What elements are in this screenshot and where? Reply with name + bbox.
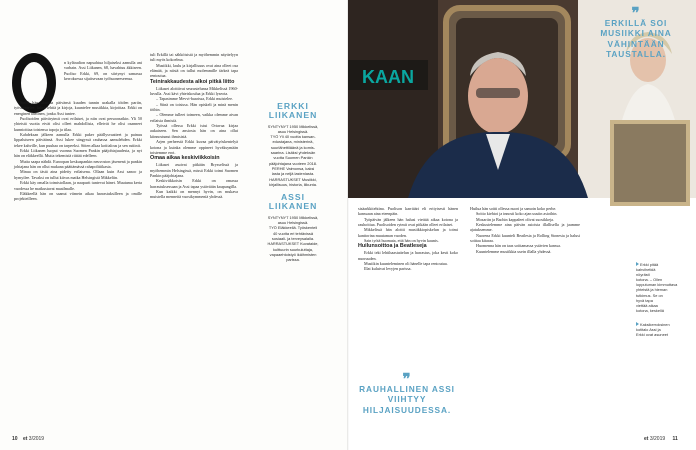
article-paragraph: tuli Erkillä tai sähköisistä ja myöhemmin näyttelyyn tuli myös kokoelma. xyxy=(150,52,238,63)
article-paragraph: Huomenna hän on taas soittamassa ystävien kanssa. xyxy=(476,243,561,249)
article-paragraph: Illat kuluivat levyjen parissa. xyxy=(364,266,412,272)
article-paragraph: Sain työtä huomata, että hän on hyvin kaunis. xyxy=(364,238,439,244)
article-paragraph: Kahdeksan jälkeen aamulla Erkki puker päällysvaatteet ja painuu lippaluiseen päiväänsä. Assi lukee sängyssä rauhassa aamulehden. Erkki tekee kahville, kun puuhaa on tarpeeksi. Sitten alkaa kotitalous ja sen rutiinit. xyxy=(14,132,142,148)
article-paragraph: – Tapasimme Mevvi-baarissa, Erkki muistelee. xyxy=(156,96,233,102)
magazine-brand: et xyxy=(22,436,28,442)
article-paragraph: Työssä ollessa Erkki istui Ortavaa kirjaa aukaiseen. Sen ansiosta hän on aina ollut kiinnostunut ihmisistä. xyxy=(150,123,238,139)
pull-quote-top xyxy=(580,6,692,60)
section-subheading: Teinirakkaudesta alkoi pitkä liitto xyxy=(150,78,235,85)
caption-line: nöyrästi xyxy=(636,272,650,278)
article-paragraph: Erkki käy omalla toimistollaan, ja naapurit tuntevat hänet. Muutama kerta vuodessa he matkustavat maailmalle. xyxy=(14,180,142,191)
pull-quote-line: TAUSTALLA. xyxy=(606,49,666,60)
left-column-1 xyxy=(64,60,142,81)
assi-name-line-1: ASSI xyxy=(280,192,306,203)
right-column-1 xyxy=(358,206,458,272)
article-paragraph: Musiikki, laulu ja kirjallisuus ovat aina olleet osa elämää, ja niistä on tullut molemmille tärkeä tapa rentoutua. xyxy=(150,62,238,79)
caption-line: hyvä tapa xyxy=(636,297,653,303)
pull-quote-line: MUSIIKKI AINA xyxy=(600,28,672,39)
fact-line: kirjallisuus, historia, liikunta. xyxy=(268,181,317,187)
article-paragraph: n kyläradion napsahtua hiljaiseksi aamulla ani varhain. Assi Liikanen, 68, havahtuu äkkiseen. Puoliso Erkki, 69, on siirtynyt samassa kerroksessa sijaitsevaan työhuoneeseensa. xyxy=(64,60,142,82)
fact-line: SYNTYNYT 1950 Mikkelissä, xyxy=(267,123,319,129)
issue-number: 3/2019 xyxy=(649,436,666,442)
article-paragraph: Liikaset aloittivat seurustelunsa Mikkelissä 1960-luvulla. Assi kävi yhteiskoulua ja Erkki lyseota. xyxy=(150,85,238,97)
section-subheading: Huilunsoittoa ja Beatleseja xyxy=(358,243,427,250)
assi-name-line-2: LIIKANEN xyxy=(268,201,318,212)
sign-letters: KAAN xyxy=(362,67,414,87)
article-paragraph: – Olemme tulleet toimeen, vaikka olemme aivan erilaisia ihmisiä. xyxy=(150,112,238,123)
erkki-facts xyxy=(244,124,342,188)
article-paragraph: Kuuntelemme musiikkia usein illalla yhdessä. xyxy=(476,248,552,254)
caption-line: viettää aikaa xyxy=(636,302,658,308)
article-paragraph: Puolisoiden päivärytmit ovat erilaiset, ja niin ovat persoonatkin. Yli 50 yhteistä vuotta eivät olisi olleet mahdollisia, elleivät he olisi osanneet kunnioittaa toistensa tapoja ja tilaa. xyxy=(14,116,142,132)
article-paragraph: Mutta saapa nähdä. Euroopan keskuspankin neuvoston jäsenenä ja pankin johtajana hän on ollut mukana päättämässä rahapolitiikasta. xyxy=(14,158,142,170)
fact-line: lasta ja neljä lastenlasta. xyxy=(271,171,315,177)
article-paragraph: Erkki Liikanen luopui vuonna Suomen Pankin pääjohtajuudesta, ja nyt hän on eläkkeellä. Mutta tekemistä riittää edelleen. xyxy=(14,148,142,159)
article-paragraph: Musiikin kuunteleminen oli hänelle tapa rentoutua. xyxy=(364,261,448,267)
right-page-footer xyxy=(644,436,678,442)
fact-line: asuu Helsingissä. xyxy=(277,128,309,134)
fact-line: PERHE Vaimonsa, kaksi xyxy=(271,165,315,171)
fact-line: vapaaehtoistyö ikäihmisten xyxy=(269,251,317,257)
article-paragraph: Erkki teki lehtihaastattelun ja harrastus, joka kesti koko nuoruuden. xyxy=(358,250,458,261)
fact-line: pääjohtajana vuoteen 2018. xyxy=(268,160,318,166)
quote-mark-icon: ❞ xyxy=(631,6,641,22)
caption-line: Erkki ovat asuneet xyxy=(636,332,669,338)
fact-line: kulttuurin suurkuluttaja, xyxy=(272,246,313,252)
pull-quote-line: RAUHALLINEN ASSI xyxy=(359,384,455,394)
pull-quote-bottom xyxy=(356,372,458,415)
article-paragraph: Nuorena Erkki kuunteli Beatlesia ja Rolling Stonesia ja halusi soittaa kitaraa. xyxy=(470,232,580,244)
erkki-name-line-2: LIIKANEN xyxy=(268,110,318,121)
caption-arrow-icon xyxy=(636,262,639,266)
fact-line: suurlähettiläänä ja komis- xyxy=(270,144,316,150)
pull-quote-line: ERKILLÄ SOI xyxy=(604,18,668,28)
pull-quote-line: HILJAISUUDESSA. xyxy=(362,404,452,415)
fact-line: 40 vuotta eri tehtävissä xyxy=(272,230,313,236)
fact-line: SYNTYNYT 1950 Mikkelissä, xyxy=(267,214,319,220)
left-page-footer xyxy=(12,436,44,442)
article-paragraph: Arjen perheestä Erkki kuvaa päivätyöskentelyä kotona ja kuinka olemme oppineet hyväksymään toistemme erot. xyxy=(150,139,238,155)
fact-line: TYÖ Yli 40 vuotta kansan- xyxy=(270,134,316,140)
pull-quote-line: VIIHTYY xyxy=(387,394,427,405)
article-paragraph: Soitto kiehtoi ja innosti koko ajan uusiin asioihin. xyxy=(476,211,558,217)
fact-line: HARRASTUKSET Kuvataide, xyxy=(267,241,319,247)
quote-mark-icon: ❞ xyxy=(402,372,412,388)
article-paragraph: Siellä hän aloittaa päivänsä kuuden tunnin urakalla töiden pariin, työskentelee, lukee lehtiä ja kirjoja, kuuntelee musiikkia, kirjoittaa. Erkki on energinen ihminen, jonka Assi tuntee. xyxy=(14,100,142,116)
article-paragraph: Minua on tästä aina pidetty erilaisena. Ollaan kuin Assi sanoo ja hymyilee. Tavaksi on tullut kiivas matka Helsingistä Mikkeliin. xyxy=(14,169,142,180)
pull-quote-line: VÄHINTÄÄN xyxy=(607,38,665,49)
photo-caption-1 xyxy=(636,262,692,313)
page-number: 10 xyxy=(12,436,18,442)
left-column-1-continued xyxy=(14,100,142,202)
magazine-brand: et xyxy=(644,436,649,442)
caption-line: kotona. – Ollen xyxy=(636,277,663,283)
caption-arrow-icon xyxy=(636,322,639,326)
caption-line: lopputuman kimmuttava xyxy=(636,282,678,288)
article-paragraph: Mikkelissä hän aloitti musiikkiopiskelun ja toimi kanttorina muutaman vuoden. xyxy=(358,227,458,238)
profile-sidebar xyxy=(244,102,342,262)
fact-line: TYÖ Eläkkeellä. Työskenteli xyxy=(268,225,318,231)
article-paragraph: Kun kaikki on mennyt hyvin, on mukava muistella menneitä vuosikymmeniä yhdessä. xyxy=(150,188,238,200)
fact-line: vuotta Suomen Pankin xyxy=(273,155,313,161)
caption-line: Erkki pitää xyxy=(640,262,659,267)
caption-line: Kaksikerroksinen xyxy=(640,322,670,327)
article-paragraph: Keskiviikkoisin Erkki on omassa harrastuksessaan ja Assi tapaa ystäviään kaupungilla. xyxy=(150,178,238,189)
assi-facts xyxy=(244,215,342,263)
article-paragraph: Työpäivän jälkeen hän halusi viettää aikaa kotona ja rauhoittua. Puolisoiden rytmit ovat pitkään olleet erilaiset. xyxy=(358,216,458,228)
page-number: 11 xyxy=(672,436,678,442)
caption-line: kahvihetkiä xyxy=(636,267,656,273)
left-column-2 xyxy=(150,52,238,200)
fact-line: asuu Helsingissä. xyxy=(277,220,309,226)
caption-line: kotitalo Assi ja xyxy=(636,327,661,333)
erkki-name-line-1: ERKKI xyxy=(277,101,309,111)
caption-line: yhteistä ja hieman xyxy=(636,287,668,293)
article-paragraph: Eläkkeellä hän on saanut viimein aikaa harrastuksilleen ja omille projekteilleen. xyxy=(14,190,142,202)
framed-photo xyxy=(610,120,690,206)
fact-line: edustajana, ministerinä, xyxy=(272,139,314,145)
fact-line: sosiaali- ja terveysalalla. xyxy=(271,235,315,241)
photo-caption-2 xyxy=(636,322,692,337)
article-paragraph: Liikaset asuivat pitkään Brysselissä ja myöhemmin Helsingissä, missä Erkki toimi Suomen Pankin pääjohtajana. xyxy=(150,162,238,178)
right-page xyxy=(348,0,696,450)
issue-number: 3/2019 xyxy=(28,436,45,442)
article-paragraph: – Siinä on toisissa. Hän opiskeli ja minä menin töihin. xyxy=(150,101,238,113)
right-column-2 xyxy=(470,206,580,254)
fact-line: HARRASTUKSET Musiikki, xyxy=(269,176,317,182)
caption-line: tutkimus. Se on xyxy=(636,292,663,298)
fact-line: parissa. xyxy=(286,257,300,263)
fact-line: saarina. Lisäksi yhdeksän xyxy=(270,150,316,156)
article-paragraph: sisäarkkitehtina. Puolison karriääri eli erityisesti hänen kanssaan aina eteenpäin. xyxy=(358,206,458,217)
article-paragraph: Huilua hän soitti ollessa nuori ja samoin koko perhe. xyxy=(470,206,557,211)
caption-line: kotona, keskellä xyxy=(636,307,664,313)
page-gutter xyxy=(347,0,349,450)
article-paragraph: Mozartin ja Bachin kappaleet olivat suosikkeja. xyxy=(476,216,554,222)
article-paragraph: Keskustelemme aina päivän asioista illallisella ja jaamme ajatuksemme. xyxy=(470,222,580,233)
section-subheading: Omaa aikaa keskiviikkoisin xyxy=(150,155,220,162)
